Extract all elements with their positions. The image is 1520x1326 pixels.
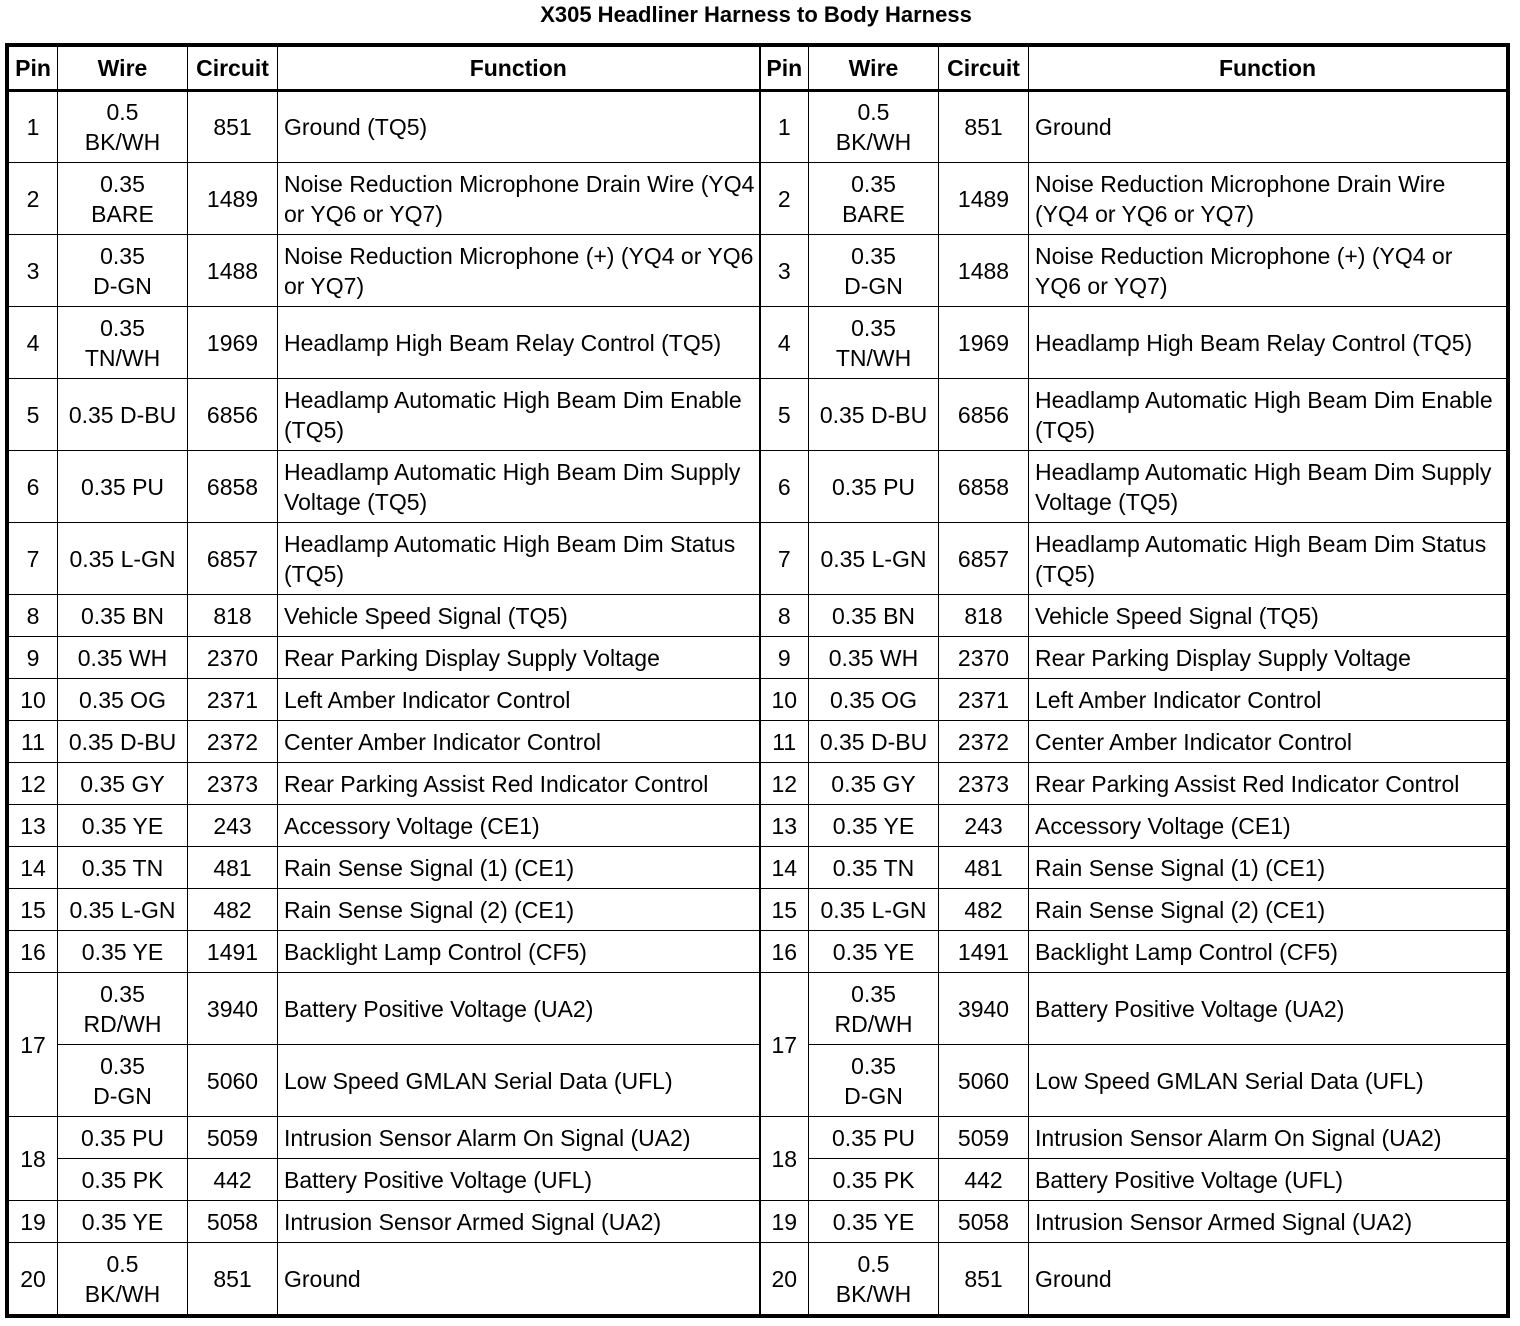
- wire-cell: 0.35 YE: [809, 1201, 939, 1243]
- circuit-cell: 442: [939, 1159, 1029, 1201]
- circuit-cell: 6858: [188, 451, 278, 523]
- wire-cell: 0.35 D-GN: [58, 1045, 188, 1117]
- circuit-cell: 5060: [939, 1045, 1029, 1117]
- circuit-cell: 2370: [188, 637, 278, 679]
- function-cell: Battery Positive Voltage (UA2): [1029, 973, 1507, 1045]
- table-row: [9, 889, 1507, 931]
- wire-cell: 0.35 L-GN: [58, 523, 188, 595]
- circuit-cell: 2371: [188, 679, 278, 721]
- function-cell: Intrusion Sensor Armed Signal (UA2): [278, 1201, 760, 1243]
- wire-cell: 0.35 GY: [809, 763, 939, 805]
- circuit-cell: 6858: [939, 451, 1029, 523]
- pin-cell: 8: [9, 595, 58, 637]
- wire-cell: 0.35 GY: [58, 763, 188, 805]
- pin-cell: 2: [760, 163, 809, 235]
- pin-cell: 10: [9, 679, 58, 721]
- table-row: [9, 1117, 1507, 1159]
- function-cell: Left Amber Indicator Control: [278, 679, 760, 721]
- circuit-cell: 5058: [188, 1201, 278, 1243]
- circuit-cell: 482: [939, 889, 1029, 931]
- pin-cell: 19: [9, 1201, 58, 1243]
- wire-cell: 0.35 BARE: [58, 163, 188, 235]
- wire-cell: 0.35 YE: [809, 931, 939, 973]
- function-cell: Headlamp High Beam Relay Control (TQ5): [1029, 307, 1507, 379]
- circuit-cell: 2371: [939, 679, 1029, 721]
- circuit-cell: 5059: [939, 1117, 1029, 1159]
- pin-cell: 6: [9, 451, 58, 523]
- wire-cell: 0.35 OG: [809, 679, 939, 721]
- wire-cell: 0.35 YE: [58, 931, 188, 973]
- function-cell: Ground: [278, 1243, 760, 1315]
- function-cell: Left Amber Indicator Control: [1029, 679, 1507, 721]
- function-cell: Backlight Lamp Control (CF5): [1029, 931, 1507, 973]
- function-cell: Headlamp Automatic High Beam Dim Status (TQ5): [1029, 523, 1507, 595]
- circuit-cell: 1489: [939, 163, 1029, 235]
- wire-cell: 0.35 D-BU: [809, 721, 939, 763]
- table-title: X305 Headliner Harness to Body Harness: [540, 2, 972, 27]
- table-row: [9, 451, 1507, 523]
- wire-cell: 0.5 BK/WH: [58, 91, 188, 163]
- header-row: [9, 47, 1507, 91]
- function-cell: Intrusion Sensor Armed Signal (UA2): [1029, 1201, 1507, 1243]
- pinout-table-frame: [5, 43, 1510, 1318]
- pin-cell: 19: [760, 1201, 809, 1243]
- table-row: [9, 763, 1507, 805]
- circuit-cell: 818: [188, 595, 278, 637]
- pin-cell: 9: [9, 637, 58, 679]
- pin-cell: 11: [760, 721, 809, 763]
- pin-cell: 12: [760, 763, 809, 805]
- wire-cell: 0.35 PU: [58, 1117, 188, 1159]
- wire-cell: 0.35 BN: [809, 595, 939, 637]
- circuit-cell: 1491: [939, 931, 1029, 973]
- header-pin: Pin: [760, 47, 809, 91]
- circuit-cell: 481: [188, 847, 278, 889]
- table-row: [9, 847, 1507, 889]
- table-row: [9, 805, 1507, 847]
- pin-cell: 7: [9, 523, 58, 595]
- circuit-cell: 3940: [188, 973, 278, 1045]
- pin-cell: 3: [760, 235, 809, 307]
- pin-cell: 15: [9, 889, 58, 931]
- circuit-cell: 6857: [188, 523, 278, 595]
- circuit-cell: 243: [939, 805, 1029, 847]
- pin-cell: 17: [9, 973, 58, 1117]
- wire-cell: 0.35 RD/WH: [809, 973, 939, 1045]
- circuit-cell: 1488: [188, 235, 278, 307]
- circuit-cell: 2372: [939, 721, 1029, 763]
- wire-cell: 0.5 BK/WH: [809, 91, 939, 163]
- wire-cell: 0.35 D-BU: [809, 379, 939, 451]
- table-row: [9, 721, 1507, 763]
- wire-cell: 0.35 WH: [58, 637, 188, 679]
- function-cell: Rear Parking Assist Red Indicator Control: [278, 763, 760, 805]
- circuit-cell: 3940: [939, 973, 1029, 1045]
- function-cell: Rain Sense Signal (1) (CE1): [1029, 847, 1507, 889]
- table-row: [9, 1045, 1507, 1117]
- function-cell: Rain Sense Signal (1) (CE1): [278, 847, 760, 889]
- function-cell: Rear Parking Display Supply Voltage: [1029, 637, 1507, 679]
- table-row: [9, 307, 1507, 379]
- function-cell: Battery Positive Voltage (UFL): [1029, 1159, 1507, 1201]
- function-cell: Noise Reduction Microphone (+) (YQ4 or YQ6 or YQ7): [278, 235, 760, 307]
- pin-cell: 14: [9, 847, 58, 889]
- function-cell: Backlight Lamp Control (CF5): [278, 931, 760, 973]
- pin-cell: 18: [760, 1117, 809, 1201]
- wire-cell: 0.35 PU: [809, 451, 939, 523]
- table-row: [9, 637, 1507, 679]
- pin-cell: 20: [760, 1243, 809, 1315]
- pin-cell: 17: [760, 973, 809, 1117]
- circuit-cell: 6857: [939, 523, 1029, 595]
- table-row: [9, 931, 1507, 973]
- pin-cell: 1: [760, 91, 809, 163]
- header-circuit: Circuit: [188, 47, 278, 91]
- header-wire: Wire: [809, 47, 939, 91]
- function-cell: Headlamp Automatic High Beam Dim Enable (TQ5): [1029, 379, 1507, 451]
- circuit-cell: 2372: [188, 721, 278, 763]
- wire-cell: 0.5 BK/WH: [58, 1243, 188, 1315]
- circuit-cell: 851: [188, 1243, 278, 1315]
- function-cell: Rear Parking Assist Red Indicator Control: [1029, 763, 1507, 805]
- pin-cell: 5: [760, 379, 809, 451]
- pin-cell: 3: [9, 235, 58, 307]
- function-cell: Noise Reduction Microphone (+) (YQ4 or YQ6 or YQ7): [1029, 235, 1507, 307]
- function-cell: Intrusion Sensor Alarm On Signal (UA2): [278, 1117, 760, 1159]
- wire-cell: 0.35 PU: [809, 1117, 939, 1159]
- wire-cell: 0.35 D-GN: [809, 235, 939, 307]
- wire-cell: 0.35 L-GN: [809, 523, 939, 595]
- circuit-cell: 851: [188, 91, 278, 163]
- pin-cell: 7: [760, 523, 809, 595]
- wire-cell: 0.35 PK: [809, 1159, 939, 1201]
- function-cell: Center Amber Indicator Control: [278, 721, 760, 763]
- function-cell: Headlamp Automatic High Beam Dim Enable (TQ5): [278, 379, 760, 451]
- circuit-cell: 243: [188, 805, 278, 847]
- function-cell: Noise Reduction Microphone Drain Wire (YQ4 or YQ6 or YQ7): [1029, 163, 1507, 235]
- function-cell: Battery Positive Voltage (UFL): [278, 1159, 760, 1201]
- table-row: [9, 679, 1507, 721]
- wire-cell: 0.35 YE: [58, 805, 188, 847]
- pin-cell: 6: [760, 451, 809, 523]
- wire-cell: 0.35 D-BU: [58, 721, 188, 763]
- wire-cell: 0.35 D-GN: [58, 235, 188, 307]
- wire-cell: 0.35 OG: [58, 679, 188, 721]
- pin-cell: 13: [9, 805, 58, 847]
- circuit-cell: 1491: [188, 931, 278, 973]
- pin-cell: 4: [760, 307, 809, 379]
- pin-cell: 20: [9, 1243, 58, 1315]
- function-cell: Accessory Voltage (CE1): [1029, 805, 1507, 847]
- circuit-cell: 481: [939, 847, 1029, 889]
- table-row: [9, 1201, 1507, 1243]
- circuit-cell: 851: [939, 1243, 1029, 1315]
- circuit-cell: 851: [939, 91, 1029, 163]
- pinout-table: [8, 46, 1507, 1315]
- function-cell: Noise Reduction Microphone Drain Wire (YQ4 or YQ6 or YQ7): [278, 163, 760, 235]
- circuit-cell: 1969: [939, 307, 1029, 379]
- function-cell: Rain Sense Signal (2) (CE1): [1029, 889, 1507, 931]
- wire-cell: 0.35 L-GN: [58, 889, 188, 931]
- circuit-cell: 5058: [939, 1201, 1029, 1243]
- wire-cell: 0.35 YE: [809, 805, 939, 847]
- header-wire: Wire: [58, 47, 188, 91]
- function-cell: Accessory Voltage (CE1): [278, 805, 760, 847]
- function-cell: Intrusion Sensor Alarm On Signal (UA2): [1029, 1117, 1507, 1159]
- circuit-cell: 818: [939, 595, 1029, 637]
- function-cell: Headlamp High Beam Relay Control (TQ5): [278, 307, 760, 379]
- function-cell: Headlamp Automatic High Beam Dim Status (TQ5): [278, 523, 760, 595]
- function-cell: Rain Sense Signal (2) (CE1): [278, 889, 760, 931]
- pin-cell: 1: [9, 91, 58, 163]
- wire-cell: 0.35 RD/WH: [58, 973, 188, 1045]
- pin-cell: 11: [9, 721, 58, 763]
- function-cell: Battery Positive Voltage (UA2): [278, 973, 760, 1045]
- pin-cell: 16: [9, 931, 58, 973]
- pin-cell: 13: [760, 805, 809, 847]
- function-cell: Headlamp Automatic High Beam Dim Supply Voltage (TQ5): [278, 451, 760, 523]
- pin-cell: 9: [760, 637, 809, 679]
- circuit-cell: 2373: [939, 763, 1029, 805]
- function-cell: Headlamp Automatic High Beam Dim Supply Voltage (TQ5): [1029, 451, 1507, 523]
- wire-cell: 0.35 WH: [809, 637, 939, 679]
- wire-cell: 0.35 PK: [58, 1159, 188, 1201]
- circuit-cell: 1488: [939, 235, 1029, 307]
- table-row: [9, 595, 1507, 637]
- circuit-cell: 6856: [939, 379, 1029, 451]
- pin-cell: 8: [760, 595, 809, 637]
- function-cell: Ground (TQ5): [278, 91, 760, 163]
- circuit-cell: 442: [188, 1159, 278, 1201]
- table-row: [9, 91, 1507, 163]
- wire-cell: 0.5 BK/WH: [809, 1243, 939, 1315]
- wire-cell: 0.35 L-GN: [809, 889, 939, 931]
- function-cell: Low Speed GMLAN Serial Data (UFL): [1029, 1045, 1507, 1117]
- function-cell: Ground: [1029, 1243, 1507, 1315]
- header-function: Function: [278, 47, 760, 91]
- header-pin: Pin: [9, 47, 58, 91]
- pin-cell: 15: [760, 889, 809, 931]
- wire-cell: 0.35 YE: [58, 1201, 188, 1243]
- function-cell: Rear Parking Display Supply Voltage: [278, 637, 760, 679]
- wire-cell: 0.35 BARE: [809, 163, 939, 235]
- function-cell: Vehicle Speed Signal (TQ5): [1029, 595, 1507, 637]
- wire-cell: 0.35 TN/WH: [809, 307, 939, 379]
- pin-cell: 10: [760, 679, 809, 721]
- pin-cell: 4: [9, 307, 58, 379]
- circuit-cell: 2373: [188, 763, 278, 805]
- pin-cell: 12: [9, 763, 58, 805]
- table-row: [9, 523, 1507, 595]
- table-row: [9, 235, 1507, 307]
- wire-cell: 0.35 TN/WH: [58, 307, 188, 379]
- wire-cell: 0.35 D-BU: [58, 379, 188, 451]
- wire-cell: 0.35 TN: [58, 847, 188, 889]
- circuit-cell: 1969: [188, 307, 278, 379]
- table-row: [9, 973, 1507, 1045]
- wire-cell: 0.35 TN: [809, 847, 939, 889]
- circuit-cell: 6856: [188, 379, 278, 451]
- circuit-cell: 482: [188, 889, 278, 931]
- table-row: [9, 379, 1507, 451]
- header-function: Function: [1029, 47, 1507, 91]
- pin-cell: 2: [9, 163, 58, 235]
- pin-cell: 18: [9, 1117, 58, 1201]
- table-row: [9, 163, 1507, 235]
- header-circuit: Circuit: [939, 47, 1029, 91]
- pin-cell: 5: [9, 379, 58, 451]
- circuit-cell: 2370: [939, 637, 1029, 679]
- table-row: [9, 1159, 1507, 1201]
- function-cell: Center Amber Indicator Control: [1029, 721, 1507, 763]
- pin-cell: 14: [760, 847, 809, 889]
- circuit-cell: 5059: [188, 1117, 278, 1159]
- circuit-cell: 1489: [188, 163, 278, 235]
- wire-cell: 0.35 D-GN: [809, 1045, 939, 1117]
- pin-cell: 16: [760, 931, 809, 973]
- circuit-cell: 5060: [188, 1045, 278, 1117]
- wire-cell: 0.35 BN: [58, 595, 188, 637]
- function-cell: Ground: [1029, 91, 1507, 163]
- wire-cell: 0.35 PU: [58, 451, 188, 523]
- function-cell: Low Speed GMLAN Serial Data (UFL): [278, 1045, 760, 1117]
- function-cell: Vehicle Speed Signal (TQ5): [278, 595, 760, 637]
- table-row: [9, 1243, 1507, 1315]
